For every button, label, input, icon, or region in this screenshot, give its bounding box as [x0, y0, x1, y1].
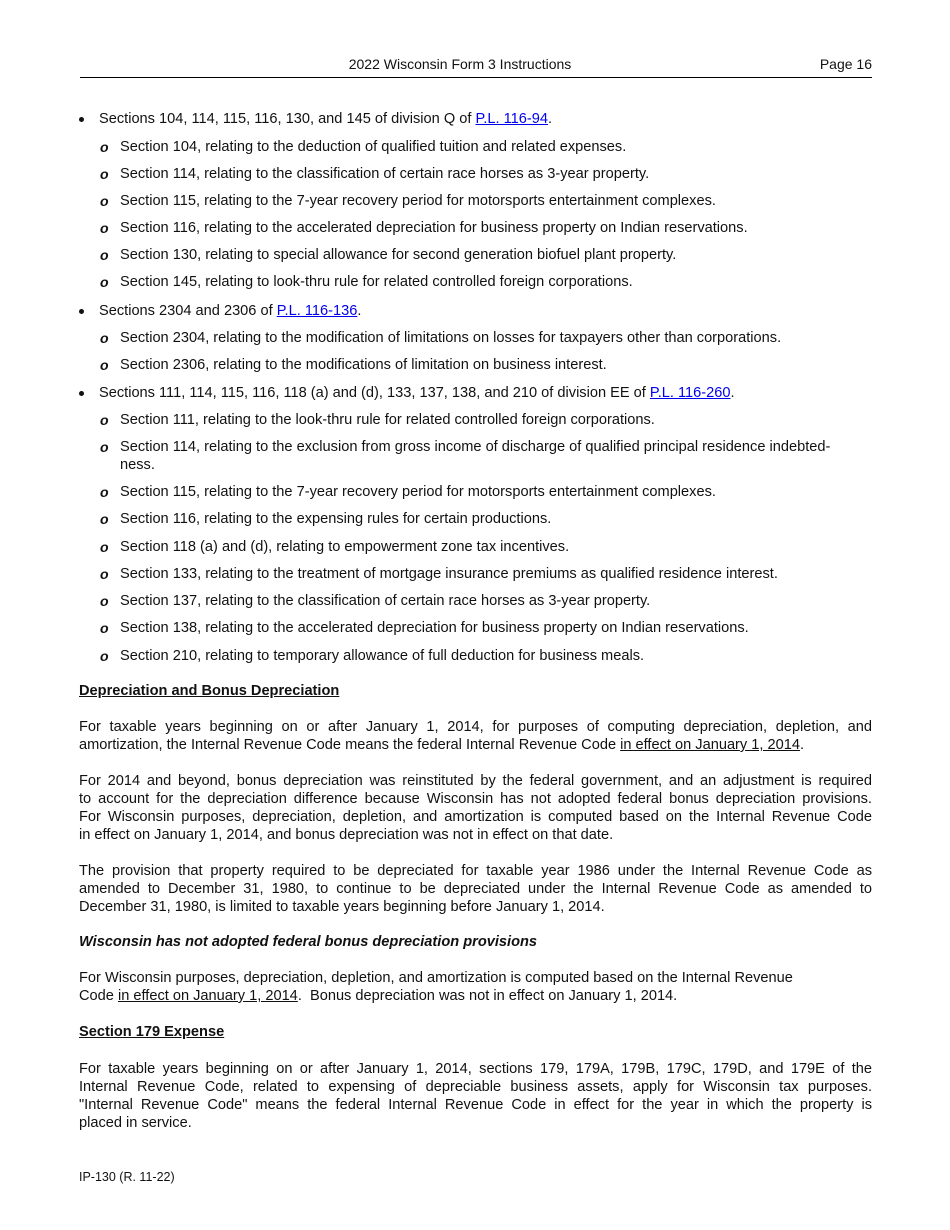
- sub-bullet-icon: o: [100, 412, 109, 428]
- sub-bullet-icon: o: [100, 166, 109, 182]
- sub-bullet-icon: o: [100, 539, 109, 555]
- sub-bullet-icon: o: [100, 247, 109, 263]
- list-item: [99, 302, 361, 320]
- sub-bullet-icon: o: [100, 357, 109, 373]
- list-item-text: .: [357, 303, 362, 319]
- sub-list-item: Section 115, relating to the 7-year recovery period for motorsports entertainment complexes.: [120, 193, 716, 209]
- paragraph-line: placed in service.: [79, 1115, 192, 1131]
- sub-list-item: Section 210, relating to temporary allowance of full deduction for business meals.: [120, 648, 645, 664]
- paragraph: [79, 772, 872, 844]
- list-item-text: Sections 2304 and 2306 of: [99, 303, 277, 319]
- sub-bullet-icon: o: [100, 220, 109, 236]
- law-link[interactable]: P.L. 116-136: [276, 303, 358, 319]
- form-id-footer: IP-130 (R. 11-22): [79, 1170, 175, 1184]
- paragraph-line: Internal Revenue Code, related to expensing of depreciable business assets, apply for Wisconsin tax purposes.: [79, 1079, 872, 1095]
- paragraph-line: For Wisconsin purposes, depreciation, depletion, and amortization is computed based on the Internal Revenue: [79, 970, 793, 986]
- sub-list-item: Section 114, relating to the classification of certain race horses as 3-year property.: [120, 166, 650, 182]
- sub-bullet-icon: o: [100, 274, 109, 290]
- paragraph-line: For taxable years beginning on or after January 1, 2014, sections 179, 179A, 179B, 179C, 179D, and 179E of the: [79, 1061, 872, 1077]
- underlined-text: in effect on January 1, 2014: [620, 737, 800, 753]
- list-item-text: .: [730, 385, 735, 401]
- sub-list-item: Section 118 (a) and (d), relating to empowerment zone tax incentives.: [120, 539, 570, 555]
- sub-bullet-icon: o: [100, 593, 109, 609]
- subsection-heading: Wisconsin has not adopted federal bonus depreciation provisions: [79, 934, 538, 950]
- sub-bullet-icon: o: [100, 511, 109, 527]
- sub-list-item: Section 137, relating to the classification of certain race horses as 3-year property.: [120, 593, 651, 609]
- sub-list-item: Section 116, relating to the accelerated depreciation for business property on Indian reservations.: [120, 220, 748, 236]
- sub-list-item: Section 2306, relating to the modifications of limitation on business interest.: [120, 357, 607, 373]
- text-span: .: [799, 737, 805, 753]
- sub-list-item: Section 111, relating to the look-thru rule for related controlled foreign corporations.: [120, 412, 655, 428]
- section-heading: Depreciation and Bonus Depreciation: [79, 683, 340, 699]
- paragraph: [79, 718, 872, 754]
- page-number: Page 16: [819, 56, 872, 72]
- sub-list-item: Section 114, relating to the exclusion from gross income of discharge of qualified principal residence indebted-: [120, 439, 831, 455]
- list-item-text: Sections 111, 114, 115, 116, 118 (a) and (d), 133, 137, 138, and 210 of division EE of: [99, 385, 650, 401]
- sub-list-item: Section 104, relating to the deduction of qualified tuition and related expenses.: [120, 139, 627, 155]
- law-link[interactable]: P.L. 116-94: [475, 111, 548, 127]
- sub-list-item: Section 130, relating to special allowance for second generation biofuel plant property.: [120, 247, 677, 263]
- paragraph: [79, 969, 872, 1005]
- sub-list-item: Section 2304, relating to the modification of limitations on losses for taxpayers other than corporations.: [120, 330, 782, 346]
- sub-bullet-icon: o: [100, 193, 109, 209]
- paragraph-line: in effect on January 1, 2014, and bonus depreciation was not in effect on that date.: [79, 827, 614, 843]
- paragraph-line: December 31, 1980, is limited to taxable years beginning before January 1, 2014.: [79, 899, 605, 915]
- paragraph-line: "Internal Revenue Code" means the federal Internal Revenue Code in effect for the year in which the property is: [79, 1097, 872, 1113]
- sub-bullet-icon: o: [100, 330, 109, 346]
- sub-list-item: Section 133, relating to the treatment of mortgage insurance premiums as qualified residence interest.: [120, 566, 778, 582]
- text-span: . Bonus depreciation was not in effect on January 1, 2014.: [297, 988, 678, 1004]
- law-link[interactable]: P.L. 116-260: [649, 385, 731, 401]
- paragraph-line: to account for the depreciation difference because Wisconsin has not adopted federal bonus depreciation provisions.: [79, 791, 872, 807]
- sub-bullet-icon: o: [100, 139, 109, 155]
- section-heading: Section 179 Expense: [79, 1024, 225, 1040]
- page-title: 2022 Wisconsin Form 3 Instructions: [348, 56, 572, 72]
- list-item-text: Sections 104, 114, 115, 116, 130, and 145 of division Q of: [99, 111, 476, 127]
- paragraph-line: amended to December 31, 1980, to continue to be depreciated under the Internal Revenue Code as amended to: [79, 881, 872, 897]
- underlined-text: in effect on January 1, 2014: [117, 988, 298, 1004]
- paragraph-line: [79, 736, 872, 754]
- paragraph-line: [79, 987, 872, 1005]
- sub-list-item-continuation: ness.: [120, 457, 155, 473]
- sub-bullet-icon: o: [100, 439, 109, 455]
- list-item: [99, 384, 735, 402]
- sub-bullet-icon: o: [100, 620, 109, 636]
- paragraph: [79, 862, 872, 916]
- sub-bullet-icon: o: [100, 648, 109, 664]
- sub-bullet-icon: o: [100, 484, 109, 500]
- paragraph-line: For 2014 and beyond, bonus depreciation was reinstituted by the federal government, and an adjustment is required: [79, 773, 872, 789]
- sub-list-item: Section 115, relating to the 7-year recovery period for motorsports entertainment complexes.: [120, 484, 716, 500]
- sub-list-item: Section 138, relating to the accelerated depreciation for business property on Indian reservations.: [120, 620, 749, 636]
- bullet-icon: [79, 391, 84, 396]
- page-header: [80, 55, 872, 78]
- text-span: Code: [79, 988, 118, 1004]
- paragraph: [79, 1060, 872, 1132]
- paragraph-line: For Wisconsin purposes, depreciation, depletion, and amortization is computed based on the Internal Revenue Code: [79, 809, 872, 825]
- paragraph-line: The provision that property required to be depreciated for taxable year 1986 under the Internal Revenue Code as: [79, 863, 872, 879]
- sub-list-item: Section 145, relating to look-thru rule for related controlled foreign corporations.: [120, 274, 633, 290]
- paragraph-line: For taxable years beginning on or after January 1, 2014, for purposes of computing depreciation, depletion, and: [79, 719, 872, 735]
- bullet-icon: [79, 117, 84, 122]
- list-item: [99, 110, 552, 128]
- sub-bullet-icon: o: [100, 566, 109, 582]
- text-span: amortization, the Internal Revenue Code means the federal Internal Revenue Code: [79, 737, 621, 753]
- sub-list-item: Section 116, relating to the expensing rules for certain productions.: [120, 511, 552, 527]
- bullet-icon: [79, 309, 84, 314]
- list-item-text: .: [547, 111, 553, 127]
